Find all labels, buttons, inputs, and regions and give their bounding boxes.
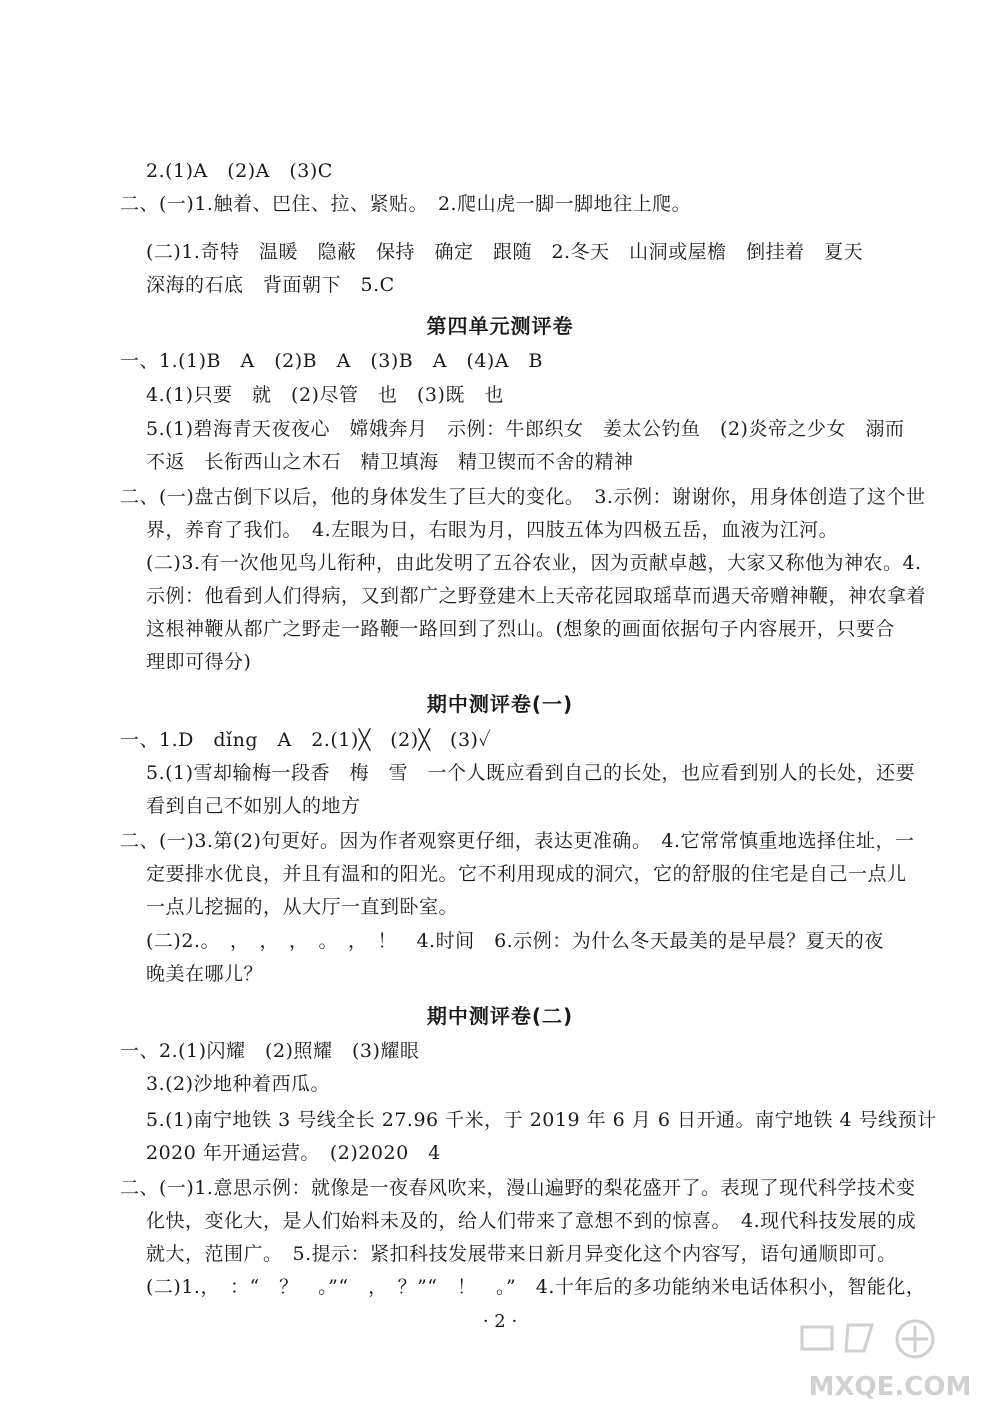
answer-line: 化快，变化大，是人们始料未及的，给人们带来了意想不到的惊喜。 4.现代科技发展的成 xyxy=(146,1210,917,1232)
answer-line: 深海的石底 背面朝下 5.C xyxy=(146,274,395,296)
answer-line: 一、2.(1)闪耀 (2)照耀 (3)耀眼 xyxy=(120,1040,420,1062)
answer-line: (二)1.， ：“ ？ 。”“ ， ？”“ ！ 。” 4.十年后的多功能纳米电话体积小，智能化， xyxy=(146,1276,926,1298)
watermark-logo-icon xyxy=(790,1317,990,1407)
watermark-site: MXQE.COM xyxy=(808,1372,972,1402)
page-number: · 2 · xyxy=(482,1311,518,1332)
answer-line: 4.(1)只要 就 (2)尽管 也 (3)既 也 xyxy=(146,384,504,406)
section-title: 期中测评卷(一) xyxy=(426,692,574,716)
answer-line: 二、(一)盘古倒下以后，他的身体发生了巨大的变化。 3.示例：谢谢你，用身体创造了这个世 xyxy=(120,486,926,508)
answer-line: 2.(1)A (2)A (3)C xyxy=(146,160,333,182)
answer-line: (二)1.奇特 温暖 隐蔽 保持 确定 跟随 2.冬天 山洞或屋檐 倒挂着 夏天 xyxy=(146,241,864,263)
answer-line: 定要排水优良，并且有温和的阳光。它不利用现成的洞穴，它的舒服的住宅是自己一点儿 xyxy=(146,863,907,885)
answer-line: 示例：他看到人们得病，又到都广之野登建木上天帝花园取瑶草而遇天帝赠神鞭，神农拿着 xyxy=(146,585,927,607)
watermark-logo xyxy=(790,1317,990,1407)
answer-line: 二、(一)3.第(2)句更好。因为作者观察更仔细，表达更准确。 4.它常常慎重地选择住址，一 xyxy=(120,830,915,852)
answer-line: 2020 年开通运营。 (2)2020 4 xyxy=(146,1142,441,1164)
answer-line: 不返 长衔西山之木石 精卫填海 精卫锲而不舍的精神 xyxy=(146,451,634,473)
answer-line: 看到自己不如别人的地方 xyxy=(146,795,361,817)
answer-line: 5.(1)雪却输梅一段香 梅 雪 一个人既应看到自己的长处，也应看到别人的长处，还要 xyxy=(146,762,916,784)
answer-line: 理即可得分) xyxy=(146,651,252,673)
answer-line: 界，养育了我们。 4.左眼为日，右眼为月，四肢五体为四极五岳，血液为江河。 xyxy=(146,519,839,541)
answer-line: 晚美在哪儿？ xyxy=(146,963,264,985)
answer-line: 就大，范围广。 5.提示：紧扣科技发展带来日新月异变化这个内容写，语句通顺即可。 xyxy=(146,1243,897,1265)
answer-line: 5.(1)南宁地铁 3 号线全长 27.96 千米，于 2019 年 6 月 6 日开通。南宁地铁 4 号线预计 xyxy=(146,1109,937,1131)
answer-line: 这根神鞭从都广之野走一路鞭一路回到了烈山。(想象的画面依据句子内容展开，只要合 xyxy=(146,618,895,640)
answer-line: 一、1.(1)B A (2)B A (3)B A (4)A B xyxy=(120,350,544,372)
answer-line: 二、(一)1.意思示例：就像是一夜春风吹来，漫山遍野的梨花盛开了。表现了现代科学技术变 xyxy=(120,1177,916,1199)
section-title: 期中测评卷(二) xyxy=(426,1004,574,1028)
answer-line: (二)3.有一次他见鸟儿衔种，由此发明了五谷农业，因为贡献卓越，大家又称他为神农。4. xyxy=(146,552,922,574)
answer-line: 一、1.D dǐng A 2.(1)╳ (2)╳ (3)✓ xyxy=(120,729,492,751)
answer-line: 一点儿挖掘的，从大厅一直到卧室。 xyxy=(146,896,459,918)
section-title: 第四单元测评卷 xyxy=(426,314,574,338)
answer-line: (二)2.。 ， ， ， 。 ， ！ 4.时间 6.示例：为什么冬天最美的是早晨？夏天的夜 xyxy=(146,930,884,952)
answer-line: 5.(1)碧海青天夜夜心 嫦娥奔月 示例：牛郎织女 姜太公钓鱼 (2)炎帝之少女 溺而 xyxy=(146,418,905,440)
answer-line: 3.(2)沙地种着西瓜。 xyxy=(146,1073,331,1095)
answer-line: 二、(一)1.触着、巴住、拉、紧贴。 2.爬山虎一脚一脚地往上爬。 xyxy=(120,193,692,215)
